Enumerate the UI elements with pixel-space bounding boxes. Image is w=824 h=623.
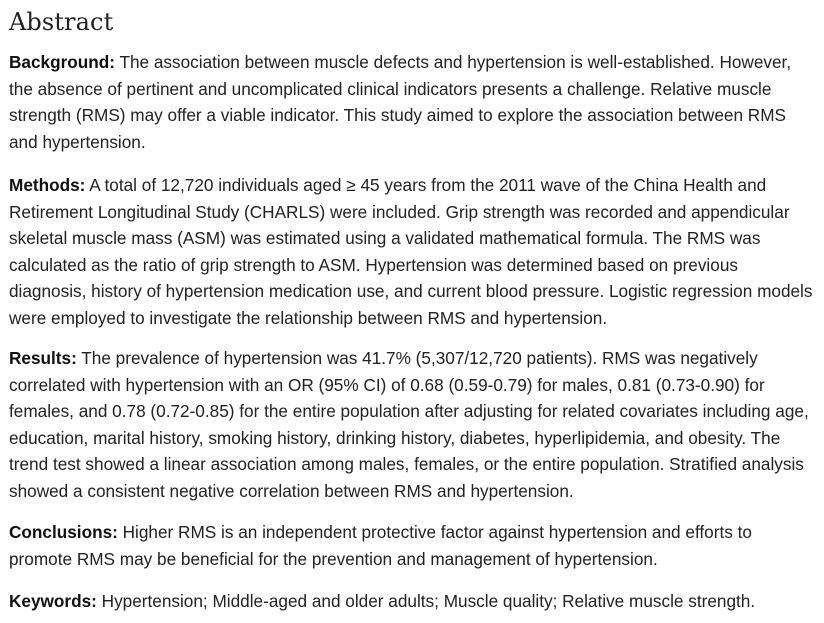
background-label: Background:: [9, 52, 115, 72]
conclusions-text: Higher RMS is an independent protective factor against hypertension and efforts to promote RMS may be beneficial for the prevention and management of hypertension.: [9, 522, 752, 569]
background-paragraph: [9, 49, 815, 155]
keywords-label: Keywords:: [9, 591, 97, 611]
methods-paragraph: [9, 172, 815, 331]
methods-label: Methods:: [9, 175, 86, 195]
conclusions-paragraph: [9, 519, 815, 572]
results-text: The prevalence of hypertension was 41.7% (5,307/12,720 patients). RMS was negatively correlated with hypertension with an OR (95% CI) of 0.68 (0.59-0.79) for males, 0.81 (0.73-0.90) for females, and 0.78 (0.72-0.85) for the entire population after adjusting for related covariates including age, education, marital history, smoking history, drinking history, diabetes, hyperlipidemia, and obesity. The trend test showed a linear association among males, females, or the entire population. Stratified analysis showed a consistent negative correlation between RMS and hypertension.: [9, 348, 809, 501]
keywords-paragraph: [9, 588, 815, 615]
conclusions-label: Conclusions:: [9, 522, 118, 542]
results-paragraph: [9, 345, 815, 504]
methods-text: A total of 12,720 individuals aged ≥ 45 years from the 2011 wave of the China Health and Retirement Longitudinal Study (CHARLS) were included. Grip strength was recorded and appendicular skeletal muscle mass (ASM) was estimated using a validated mathematical formula. The RMS was calculated as the ratio of grip strength to ASM. Hypertension was determined based on previous diagnosis, history of hypertension medication use, and current blood pressure. Logistic regression models were employed to investigate the relationship between RMS and hypertension.: [9, 175, 813, 328]
abstract-heading: Abstract: [9, 8, 114, 36]
results-label: Results:: [9, 348, 77, 368]
keywords-text: Hypertension; Middle-aged and older adults; Muscle quality; Relative muscle strength.: [96, 591, 756, 611]
background-text: The association between muscle defects and hypertension is well-established. However, the absence of pertinent and uncomplicated clinical indicators presents a challenge. Relative muscle strength (RMS) may offer a viable indicator. This study aimed to explore the association between RMS and hypertension.: [9, 52, 792, 152]
abstract-container: [9, 0, 815, 611]
